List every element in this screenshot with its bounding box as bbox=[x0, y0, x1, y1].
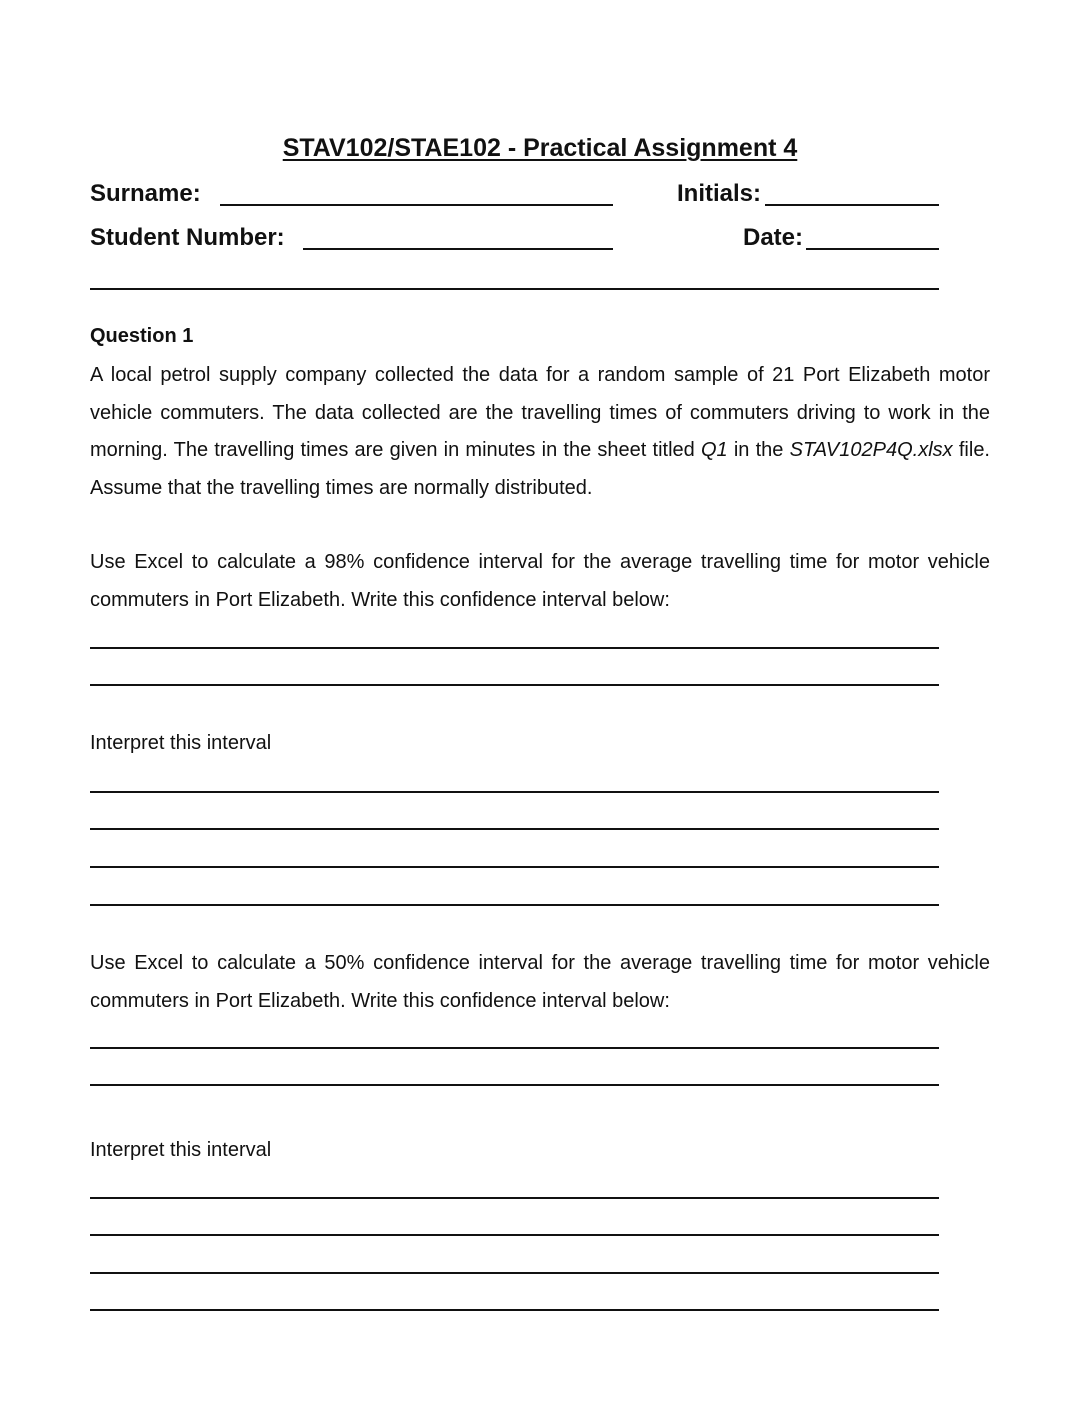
sheet-name: Q1 bbox=[700, 439, 728, 461]
part-a-answer-line[interactable] bbox=[90, 647, 939, 649]
surname-field[interactable] bbox=[220, 204, 613, 206]
part-b-answer-line[interactable] bbox=[90, 1047, 939, 1049]
part-a-instruction: Use Excel to calculate a 98% confidence interval for the average travelling time for motor vehicle commuters in Port Elizabeth. Write this confidence interval below: bbox=[90, 551, 990, 611]
question-intro bbox=[90, 357, 990, 507]
date-label: Date: bbox=[743, 224, 804, 251]
initials-field[interactable] bbox=[765, 204, 939, 206]
part-b-interpret-label: Interpret this interval bbox=[90, 1139, 272, 1161]
surname-label: Surname: bbox=[90, 180, 201, 207]
initials-label: Initials: bbox=[677, 180, 762, 207]
part-b-instruction: Use Excel to calculate a 50% confidence interval for the average travelling time for motor vehicle commuters in Port Elizabeth. Write this confidence interval below: bbox=[90, 952, 990, 1012]
file-name: STAV102P4Q.xlsx bbox=[789, 439, 953, 461]
intro-text-1: A local petrol supply company collected the data for a random sample of 21 Port Elizabeth motor vehicle commuters. The data collected are the travelling times of commuters driving to work in the morning. The travelling times are given in minutes in the sheet titled bbox=[90, 364, 990, 461]
intro-text-3: file. Assume that the travelling times are normally distributed. bbox=[90, 439, 990, 499]
header-divider bbox=[90, 288, 939, 290]
part-a-interpret-line[interactable] bbox=[90, 791, 939, 793]
part-a-interpret-line[interactable] bbox=[90, 904, 939, 906]
part-a-answer-line[interactable] bbox=[90, 684, 939, 686]
part-a-interpret-line[interactable] bbox=[90, 866, 939, 868]
student-number-label: Student Number: bbox=[90, 224, 285, 251]
part-b-interpret-line[interactable] bbox=[90, 1197, 939, 1199]
date-field[interactable] bbox=[806, 248, 939, 250]
part-b-answer-line[interactable] bbox=[90, 1084, 939, 1086]
part-b-interpret-line[interactable] bbox=[90, 1272, 939, 1274]
part-a-interpret-label: Interpret this interval bbox=[90, 732, 272, 754]
question-heading: Question 1 bbox=[90, 325, 194, 347]
intro-text-2: in the bbox=[727, 439, 790, 461]
student-number-field[interactable] bbox=[303, 248, 613, 250]
page-title: STAV102/STAE102 - Practical Assignment 4 bbox=[282, 134, 798, 162]
part-a-interpret-line[interactable] bbox=[90, 828, 939, 830]
part-b-interpret-line[interactable] bbox=[90, 1309, 939, 1311]
part-b-interpret-line[interactable] bbox=[90, 1234, 939, 1236]
